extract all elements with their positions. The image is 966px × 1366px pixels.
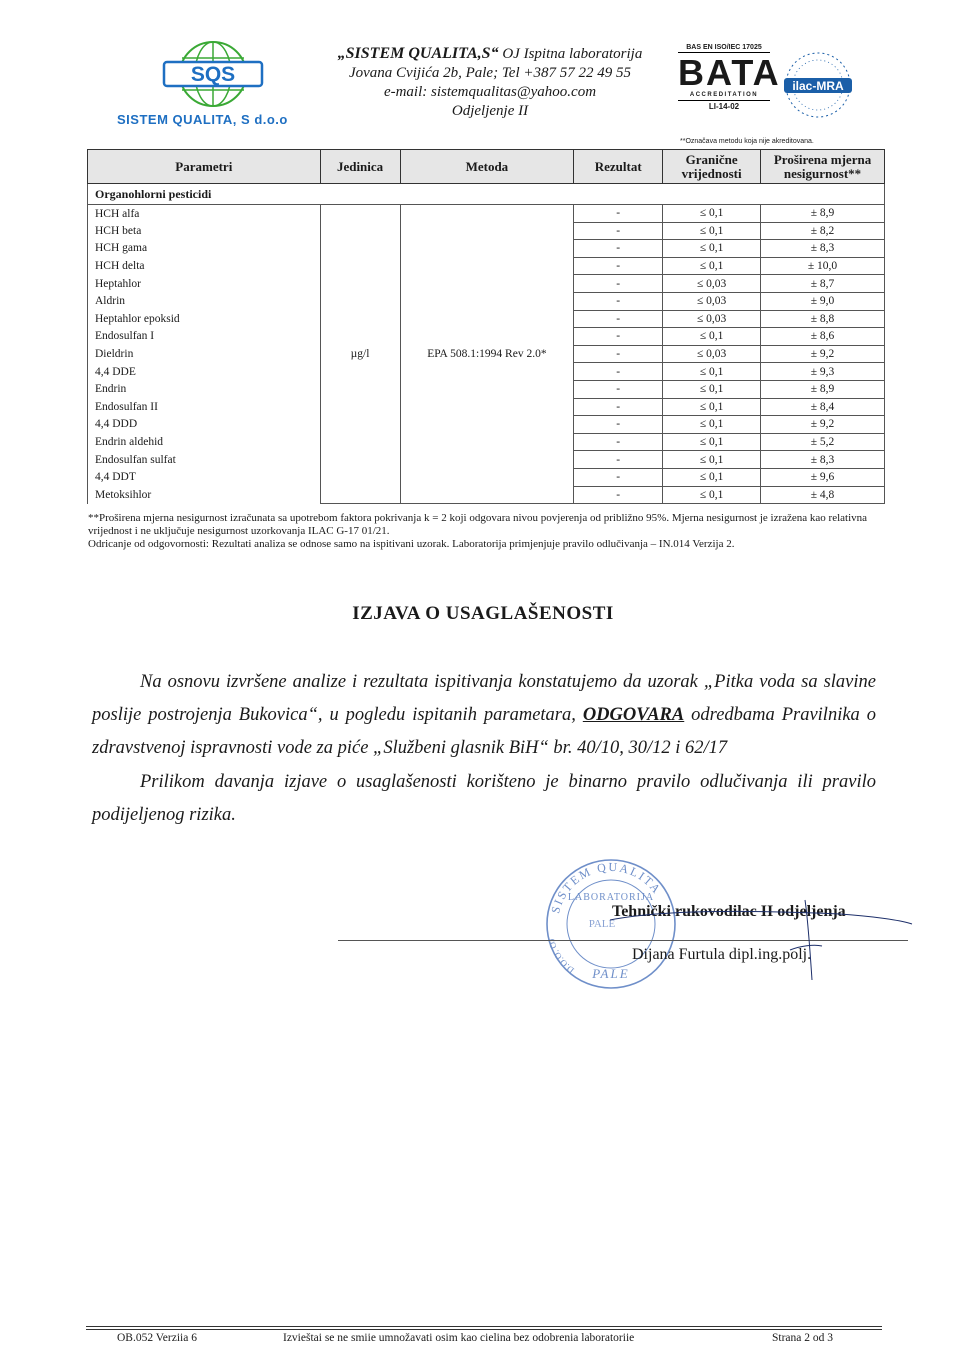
uncertainty-cell: ± 8,2 — [761, 222, 885, 240]
svg-text:PALE: PALE — [592, 966, 630, 981]
footnote-disclaimer: Odricanje od odgovornosti: Rezultati analiza se odnose samo na ispitivani uzorak. Laboratorija primjenjuje pravilo odlučivanja – IN.014 Verzija 2. — [88, 538, 735, 550]
parameter-name: Endosulfan II — [88, 398, 321, 416]
uncertainty-cell: ± 8,4 — [761, 398, 885, 416]
group-label: Organohlorni pesticidi — [88, 184, 885, 205]
parameter-name: 4,4 DDD — [88, 416, 321, 434]
result-cell: - — [574, 451, 663, 469]
uncertainty-cell: ± 10,0 — [761, 257, 885, 275]
result-cell: - — [574, 486, 663, 504]
svg-text:LABORATORIJA: LABORATORIJA — [567, 892, 655, 903]
bata-logo-text: BATA — [678, 52, 781, 93]
svg-text:PALE: PALE — [588, 918, 616, 930]
signatory-role: Tehnički rukovodilac II odjeljenja — [612, 903, 846, 920]
result-cell: - — [574, 398, 663, 416]
method-cell: EPA 508.1:1994 Rev 2.0* — [400, 205, 574, 504]
accred-standard: BAS EN ISO/IEC 17025 — [678, 44, 770, 53]
parameter-name: HCH delta — [88, 257, 321, 275]
result-cell: - — [574, 292, 663, 310]
limit-cell: ≤ 0,1 — [663, 398, 761, 416]
group-row — [88, 184, 885, 205]
result-cell: - — [574, 222, 663, 240]
uncertainty-cell: ± 9,0 — [761, 292, 885, 310]
uncertainty-cell: ± 9,2 — [761, 345, 885, 363]
limit-cell: ≤ 0,03 — [663, 345, 761, 363]
bata-accreditation-logo — [678, 44, 781, 111]
limit-cell: ≤ 0,1 — [663, 240, 761, 258]
limit-cell: ≤ 0,1 — [663, 328, 761, 346]
result-cell: - — [574, 275, 663, 293]
limit-cell: ≤ 0,03 — [663, 310, 761, 328]
limit-cell: ≤ 0,1 — [663, 222, 761, 240]
org-name: „SISTEM QUALITA,S“ — [337, 45, 499, 62]
table-footnotes — [88, 512, 888, 551]
ilac-mra-logo — [778, 48, 858, 122]
uncertainty-cell: ± 9,2 — [761, 416, 885, 434]
result-cell: - — [574, 345, 663, 363]
limit-cell: ≤ 0,1 — [663, 416, 761, 434]
uncertainty-cell: ± 9,6 — [761, 468, 885, 486]
result-cell: - — [574, 468, 663, 486]
limit-cell: ≤ 0,1 — [663, 433, 761, 451]
org-department: Odjeljenje II — [451, 103, 529, 119]
parameter-name: Metoksihlor — [88, 486, 321, 504]
statement-paragraph-2: Prilikom davanja izjave o usaglašenosti korišteno je binarno pravilo odlučivanja ili pravilo podijeljenog rizika. — [92, 772, 876, 825]
footer-rule — [86, 1326, 882, 1330]
header-granicne-vrijednosti: Granične vrijednosti — [663, 150, 761, 184]
svg-text:SQS: SQS — [190, 63, 236, 86]
uncertainty-cell: ± 9,3 — [761, 363, 885, 381]
limit-cell: ≤ 0,1 — [663, 468, 761, 486]
unit-cell: µg/l — [320, 205, 400, 504]
parameter-name: Heptahlor — [88, 275, 321, 293]
uncertainty-cell: ± 8,8 — [761, 310, 885, 328]
svg-text:D.O.O. OJ: D.O.O. O — [547, 940, 576, 976]
limit-cell: ≤ 0,1 — [663, 486, 761, 504]
uncertainty-cell: ± 5,2 — [761, 433, 885, 451]
svg-text:SISTEM QUALITA: SISTEM QUALITA — [548, 859, 665, 915]
accred-word: ACCREDITATION — [689, 92, 759, 98]
accreditation-note: **Označava metodu koja nije akreditovana. — [680, 138, 814, 145]
result-cell: - — [574, 363, 663, 381]
result-cell: - — [574, 380, 663, 398]
parameter-name: 4,4 DDE — [88, 363, 321, 381]
table-row — [88, 205, 885, 223]
statement-p1-before: Na osnovu izvršene analize i rezultata ispitivanja konstatujemo da uzorak „Pitka voda sa slavine poslije postrojenja Bukovica“, u pogledu ispitanih parametara, — [92, 672, 876, 725]
limit-cell: ≤ 0,1 — [663, 257, 761, 275]
parameter-name: Endosulfan sulfat — [88, 451, 321, 469]
footnote-uncertainty: **Proširena mjerna nesigurnost izračunata sa upotrebom faktora pokrivanja k = 2 koji odgovara nivou povjerenja od približno 95%. Mjerna nesigurnost je izražena kao relativna vrijednost i ne uključuje nesigurnost uzorkovanja ILAC G-17 01/21. — [88, 512, 868, 537]
limit-cell: ≤ 0,1 — [663, 451, 761, 469]
parameter-name: 4,4 DDT — [88, 468, 321, 486]
header-jedinica: Jedinica — [320, 150, 400, 184]
header-prosirena-nesigurnost: Proširena mjerna nesigurnost** — [761, 150, 885, 184]
result-cell: - — [574, 416, 663, 434]
footer-page-number: Strana 2 od 3 — [772, 1332, 834, 1344]
table-header-row — [88, 150, 885, 184]
results-table — [87, 149, 885, 504]
header-metoda: Metoda — [400, 150, 574, 184]
parameter-name: HCH alfa — [88, 205, 321, 223]
uncertainty-cell: ± 8,3 — [761, 240, 885, 258]
result-cell: - — [574, 257, 663, 275]
parameter-name: Aldrin — [88, 292, 321, 310]
uncertainty-cell: ± 4,8 — [761, 486, 885, 504]
footer-notice: Izvieštai se ne smiie umnožavati osim kao cielina bez odobrenia laboratoriie — [283, 1332, 635, 1344]
org-email: e-mail: sistemqualitas@yahoo.com — [383, 84, 597, 100]
statement-paragraph-1 — [92, 666, 876, 765]
handwritten-signature — [600, 880, 920, 990]
signatory-name: Dijana Furtula dipl.ing.polj. — [632, 946, 812, 963]
statement-verdict: ODGOVARA — [582, 705, 685, 725]
result-cell: - — [574, 310, 663, 328]
header-rezultat: Rezultat — [574, 150, 663, 184]
limit-cell: ≤ 0,1 — [663, 205, 761, 223]
limit-cell: ≤ 0,1 — [663, 380, 761, 398]
footer-form-code: OB.052 Verziia 6 — [117, 1332, 197, 1344]
result-cell: - — [574, 205, 663, 223]
limit-cell: ≤ 0,03 — [663, 275, 761, 293]
sqs-logo — [158, 40, 268, 112]
org-unit: OJ Ispitna laboratorija — [502, 46, 643, 62]
parameter-name: HCH beta — [88, 222, 321, 240]
parameter-name: Endosulfan I — [88, 328, 321, 346]
parameter-name: Heptahlor epoksid — [88, 310, 321, 328]
uncertainty-cell: ± 8,7 — [761, 275, 885, 293]
org-address: Jovana Cvijića 2b, Pale; Tel +387 57 22 49 55 — [348, 65, 632, 81]
result-cell: - — [574, 240, 663, 258]
parameter-name: HCH gama — [88, 240, 321, 258]
result-cell: - — [574, 433, 663, 451]
parameter-name: Endrin aldehid — [88, 433, 321, 451]
uncertainty-cell: ± 8,3 — [761, 451, 885, 469]
svg-text:ilac-MRA: ilac-MRA — [792, 79, 844, 93]
logo-caption: SISTEM QUALITA, S d.o.o — [117, 112, 288, 127]
statement-p1-after: odredbama Pravilnika o zdravstvenoj ispravnosti vode za piće „Službeni glasnik BiH“ br. 40/10, 30/12 i 62/17 — [92, 705, 876, 758]
result-cell: - — [574, 328, 663, 346]
limit-cell: ≤ 0,1 — [663, 363, 761, 381]
uncertainty-cell: ± 8,9 — [761, 380, 885, 398]
accred-code: LI-14-02 — [678, 100, 770, 111]
header-parametri: Parametri — [88, 150, 321, 184]
parameter-name: Dieldrin — [88, 345, 321, 363]
uncertainty-cell: ± 8,9 — [761, 205, 885, 223]
statement-title: IZJAVA O USAGLAŠENOSTI — [352, 603, 614, 624]
uncertainty-cell: ± 8,6 — [761, 328, 885, 346]
organization-info — [300, 44, 680, 121]
limit-cell: ≤ 0,03 — [663, 292, 761, 310]
parameter-name: Endrin — [88, 380, 321, 398]
